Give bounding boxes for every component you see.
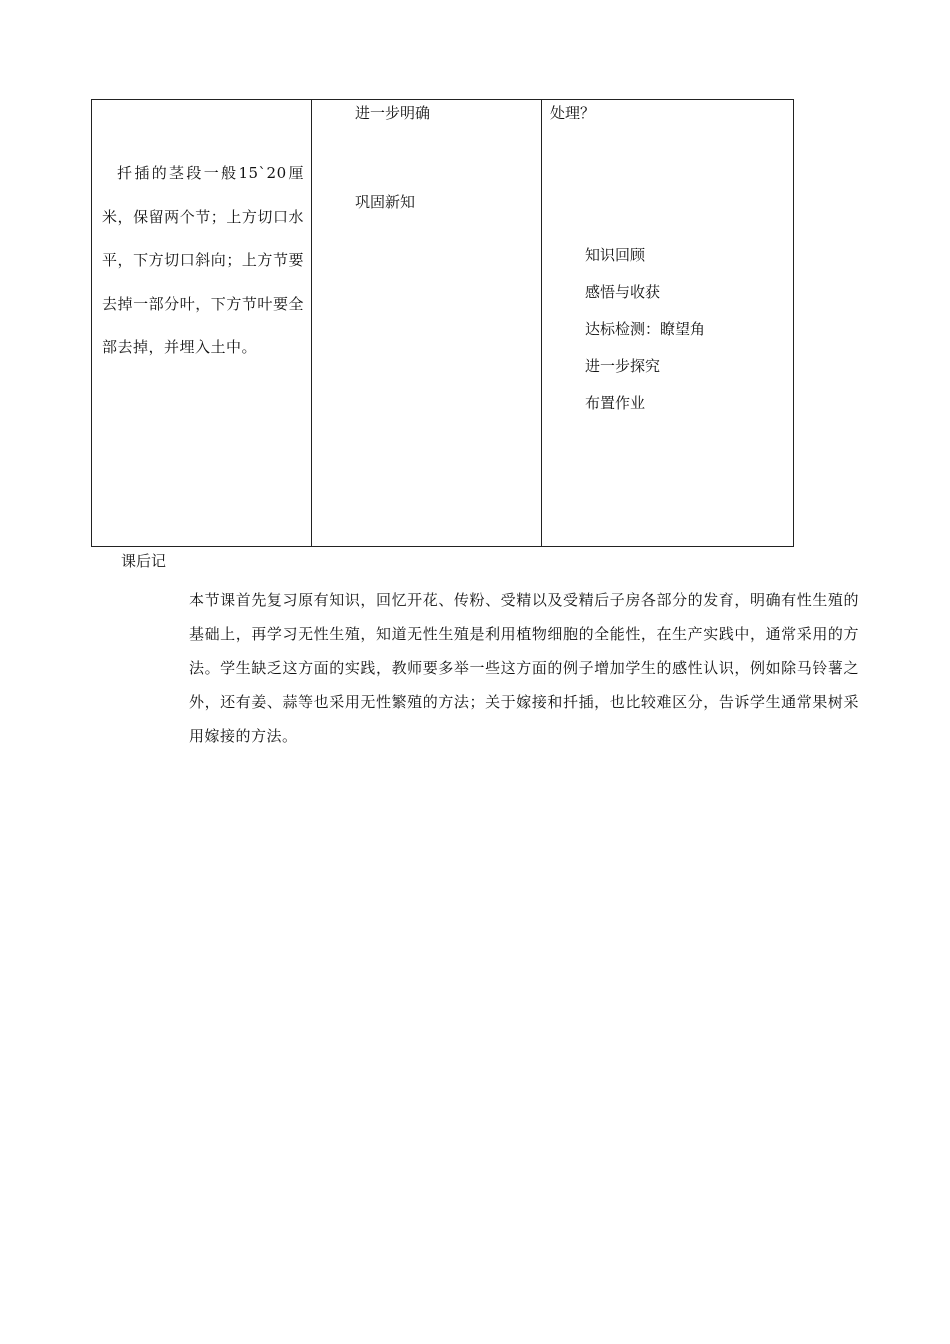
- after-class-body: 本节课首先复习原有知识，回忆开花、传粉、受精以及受精后子房各部分的发育，明确有性生殖的基础上，再学习无性生殖，知道无性生殖是利用植物细胞的全能性，在生产实践中，通常采用的方法。学生缺乏这方面的实践，教师要多举一些这方面的例子增加学生的感性认识，例如除马铃薯之外，还有姜、蒜等也采用无性繁殖的方法；关于嫁接和扦插，也比较难区分，告诉学生通常果树采用嫁接的方法。: [189, 591, 859, 745]
- list-item: 感悟与收获: [585, 283, 661, 301]
- list-item: 布置作业: [585, 394, 646, 412]
- steps-top-text: 处理？: [550, 104, 596, 122]
- table-column-content: [92, 100, 312, 546]
- list-item: 知识回顾: [585, 246, 646, 264]
- list-item: 进一步探究: [585, 357, 661, 375]
- activity-line-2: 巩固新知: [355, 193, 416, 211]
- after-class-title: 课后记: [121, 552, 167, 570]
- table-column-activity: [312, 100, 542, 546]
- steps-list: [585, 240, 705, 425]
- list-item: 达标检测：瞭望角: [585, 320, 706, 338]
- table-column-steps: [542, 100, 793, 546]
- activity-line-1: 进一步明确: [355, 104, 431, 122]
- lesson-table: [91, 99, 794, 547]
- cutting-method-text: 扦插的茎段一般15`20厘米，保留两个节；上方切口水平，下方切口斜向；上方节要去掉一部分叶，下方节叶要全部去掉，并埋入土中。: [102, 164, 304, 356]
